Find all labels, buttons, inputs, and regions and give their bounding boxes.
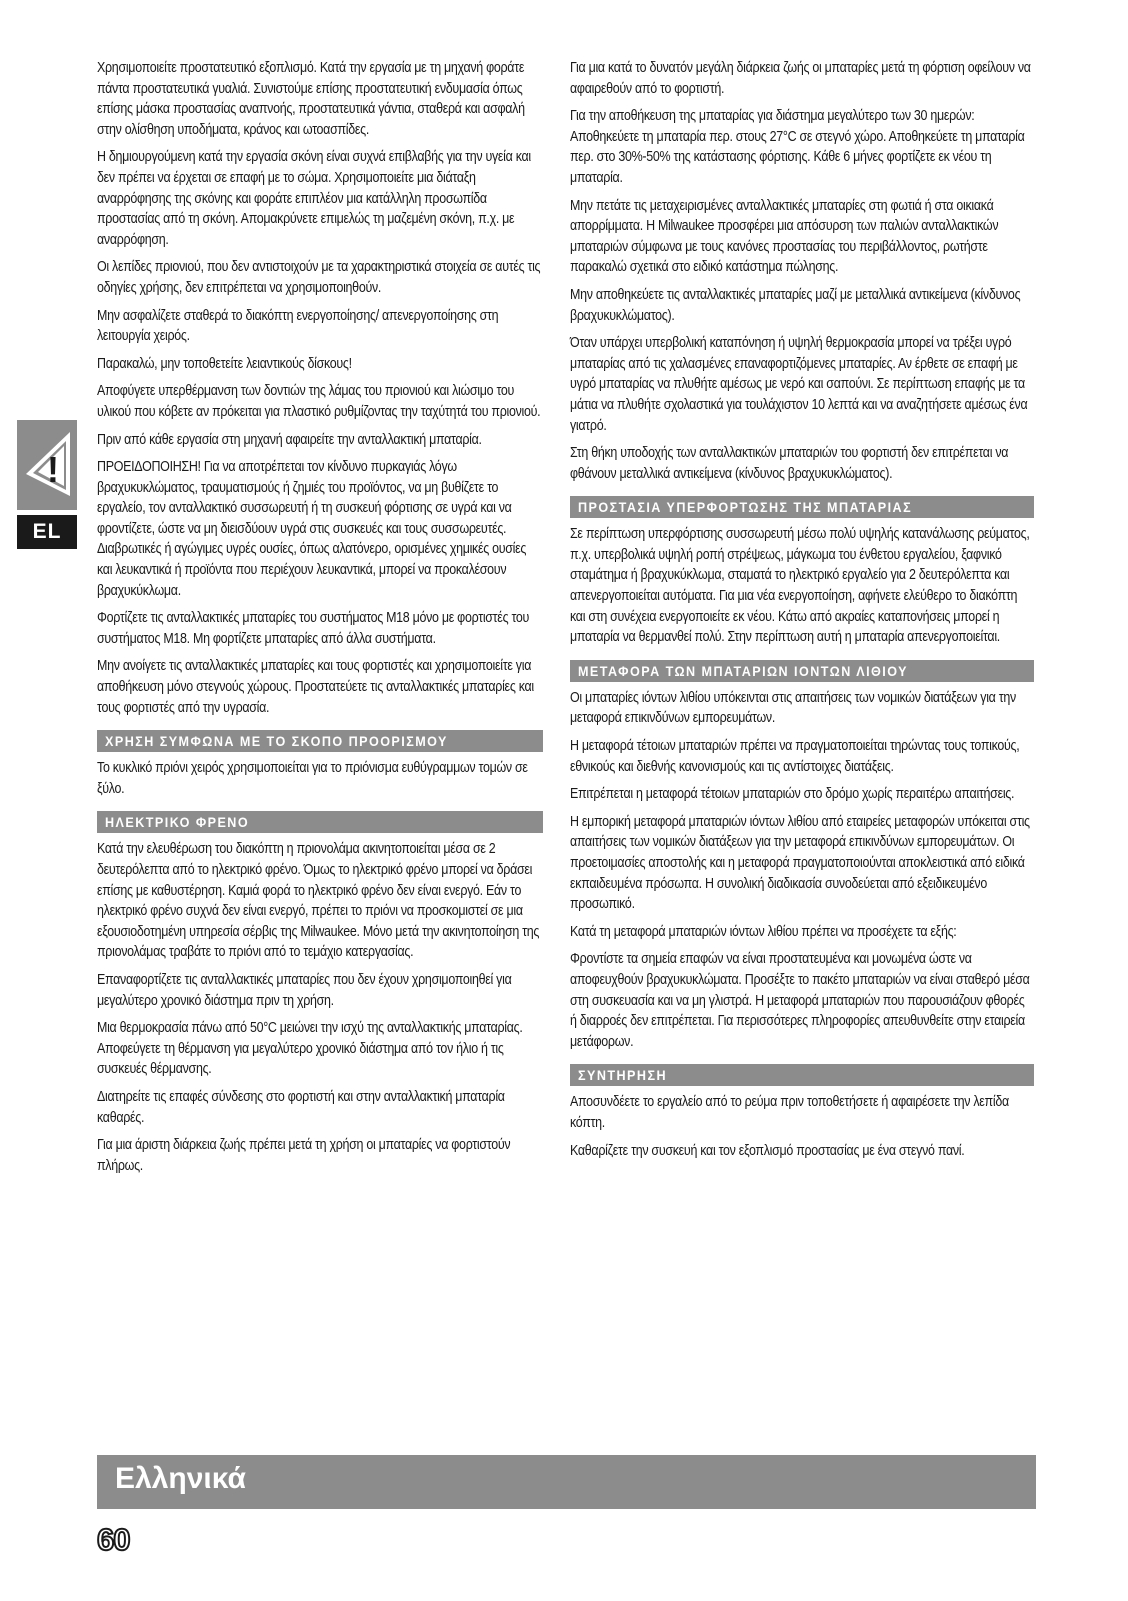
language-code-badge: EL (17, 515, 77, 549)
section-heading-electric-brake: ΗΛΕΚΤΡΙΚΟ ΦΡΕΝΟ (97, 811, 543, 833)
paragraph: Επαναφορτίζετε τις ανταλλακτικές μπαταρίες που δεν έχουν χρησιμοποιηθεί για μεγαλύτερο χρονικό διάστημα πριν τη χρήση. (97, 971, 512, 1009)
paragraph: Φροντίστε τα σημεία επαφών να είναι προστατευμένα και μονωμένα ώστε να αποφευχθούν βραχυκυκλώματα. Προσέξτε το πακέτο μπαταριών να είναι σταθερό μέσα στη συσκευασία και να μη γλιστρά. Η μεταφορά μπαταριών που παρουσιάζουν φθορές ή διαρροές δεν επιτρέπεται. Για περισσότερες πληροφορίες απευθυνθείτε στην εταιρεία μετάφορων. (570, 951, 1030, 1050)
paragraph: Μην αποθηκεύετε τις ανταλλακτικές μπαταρίες μαζί με μεταλλικά αντικείμενα (κίνδυνος βραχυκυκλώματος). (570, 286, 1021, 324)
paragraph: Για την αποθήκευση της μπαταρίας για διάστημα μεγαλύτερο των 30 ημερών: Αποθηκεύετε τη μπαταρία περ. στους 27°C σε στεγνό χώρο. Αποθηκεύετε τη μπαταρία περ. στο 30%-50% της κατάστασης φόρτισης. Κάθε 6 μήνες φορτίζετε εκ νέου τη μπαταρία. (570, 108, 1025, 186)
paragraph: Αποφύγετε υπερθέρμανση των δοντιών της λάμας του πριονιού και λιώσιμο του υλικού που κόβετε αν πρόκειται για πλαστικό ρυθμίζοντας την ταχύτητά του πριονιού. (97, 383, 541, 420)
svg-text:!: ! (47, 449, 59, 490)
page-number: 60 (97, 1522, 130, 1557)
paragraph: ΠΡΟΕΙΔΟΠΟΙΗΣΗ! Για να αποτρέπεται τον κίνδυνο πυρκαγιάς λόγω βραχυκυκλώματος, τραυματισμούς ή ζημιές του προϊόντος, να μη βυθίζετε το εργαλείο, τον ανταλλακτικό συσσωρευτή ή τη συσκευή φόρτισης σε υγρά και να φροντίζετε, ώστε να μη διεισδύουν υγρά στις συσκευές και τους συσσωρευτές. Διαβρωτικές ή αγώγιμες υγρές ουσίες, όπως αλατόνερο, ορισμένες χημικές ουσίες και λευκαντικά ή προϊόντα που περιέχουν λευκαντικά, μπορεί να προκαλέσουν βραχυκύκλωμα. (97, 459, 527, 599)
paragraph: Αποσυνδέετε το εργαλείο από το ρεύμα πριν τοποθετήσετε ή αφαιρέσετε την λεπίδα κόπτη. (570, 1094, 1009, 1131)
right-column (570, 58, 1034, 1168)
paragraph: Οι μπαταρίες ιόντων λιθίου υπόκεινται στις απαιτήσεις των νομικών διατάξεων για την μεταφορά επικινδύνων εμπορευμάτων. (570, 689, 1016, 727)
paragraph: Μην ασφαλίζετε σταθερά το διακόπτη ενεργοποίησης/ απενεργοποίησης στη λειτουργία χειρός. (97, 307, 499, 345)
section-heading-maintenance: ΣΥΝΤΗΡΗΣΗ (570, 1064, 1034, 1086)
paragraph: Παρακαλώ, μην τοποθετείτε λειαντικούς δίσκους! (97, 355, 352, 372)
footer-language-bar (97, 1455, 1036, 1509)
section-heading-battery-transport: ΜΕΤΑΦΟΡΑ ΤΩΝ ΜΠΑΤΑΡΙΩΝ ΙΟΝΤΩΝ ΛΙΘΙΟΥ (570, 660, 1034, 682)
paragraph: Όταν υπάρχει υπερβολική καταπόνηση ή υψηλή θερμοκρασία μπορεί να τρέξει υγρό μπαταρίας από τις χαλασμένες επαναφορτιζόμενες μπαταρίες. Αν έρθετε σε επαφή με υγρό μπαταρίας να πλυθήτε αμέσως με νερό και σαπούνι. Σε περίπτωση επαφής με τα μάτια να πλυθήτε σχολαστικά για τουλάχιστον 10 λεπτά και να αναζητήσετε αμέσως ένα γιατρό. (570, 335, 1028, 434)
paragraph: Κατά την ελευθέρωση του διακόπτη η πριονολάμα ακινητοποιείται μέσα σε 2 δευτερόλεπτα από το ηλεκτρικό φρένο. Όμως το ηλεκτρικό φρένο μπορεί να δράσει επίσης με καθυστέρηση. Καμιά φορά το ηλεκτρικό φρένο δεν είναι ενεργό. Εάν το ηλεκτρικό φρένο συχνά δεν είναι ενεργό, πρέπει το πριόνι να προσκομιστεί σε μια εξουσιοδοτημένη υπηρεσία σέρβις της Milwaukee. Μόνο μετά την ακινητοποίηση της πριονολάμας τραβάτε το πριόνι από το τεμάχιο κατεργασίας. (97, 841, 540, 961)
paragraph: Διατηρείτε τις επαφές σύνδεσης στο φορτιστή και στην ανταλλακτική μπαταρία καθαρές. (97, 1088, 505, 1126)
paragraph: Το κυκλικό πριόνι χειρός χρησιμοποιείται για το πριόνισμα ευθύγραμμων τομών σε ξύλο. (97, 760, 528, 797)
paragraph: Οι λεπίδες πριονιού, που δεν αντιστοιχούν με τα χαρακτηριστικά στοιχεία σε αυτές τις οδηγίες χρήσης, δεν επιτρέπεται να χρησιμοποιηθούν. (97, 259, 541, 296)
paragraph: Επιτρέπεται η μεταφορά τέτοιων μπαταριών στο δρόμο χωρίς περαιτέρω απαιτήσεις. (570, 786, 1015, 803)
paragraph: Στη θήκη υποδοχής των ανταλλακτικών μπαταριών του φορτιστή δεν επιτρέπεται να φθάνουν μεταλλικά αντικείμενα (κίνδυνος βραχυκυκλώματος). (570, 445, 1009, 482)
paragraph: Η εμπορική μεταφορά μπαταριών ιόντων λιθίου από εταιρείες μεταφορών υπόκειται στις απαιτήσεις των νομικών διατάξεων για την μεταφορά επικινδύνων εμπορευμάτων. Οι προετοιμασίες αποστολής και η μεταφορά πραγματοποιούνται αποκλειστικά από ειδικά εκπαιδευμένα πρόσωπα. Η συνολική διαδικασία συνοδεύεται από εξειδικευμένο προσωπικό. (570, 813, 1030, 913)
paragraph: Μην ανοίγετε τις ανταλλακτικές μπαταρίες και τους φορτιστές και χρησιμοποιείτε για αποθήκευση μόνο στεγνούς χώρους. Προστατεύετε τις ανταλλακτικές μπαταρίες και τους φορτιστές από την υγρασία. (97, 658, 534, 716)
section-heading-intended-use: ΧΡΗΣΗ ΣΥΜΦΩΝΑ ΜΕ ΤΟ ΣΚΟΠΟ ΠΡΟΟΡΙΣΜΟΥ (97, 730, 543, 752)
paragraph: Η μεταφορά τέτοιων μπαταριών πρέπει να πραγματοποιείται τηρώντας τους τοπικούς, εθνικούς και διεθνής κανονισμούς και τις αντίστοιχες διατάξεις. (570, 738, 1020, 775)
warning-box (17, 420, 77, 510)
paragraph: Μια θερμοκρασία πάνω από 50°C μειώνει την ισχύ της ανταλλακτικής μπαταρίας. Αποφεύγετε τη θέρμανση για μεγαλύτερο χρονικό διάστημα από τον ήλιο ή τις συσκευές θέρμανσης. (97, 1020, 523, 1078)
paragraph: Χρησιμοποιείτε προστατευτικό εξοπλισμό. Κατά την εργασία με τη μηχανή φοράτε πάντα προστατευτικά γυαλιά. Συνιστούμε επίσης προστατευτική ενδυμασία όπως επίσης μάσκα προστασίας αναπνοής, προστατευτικά γάντια, σταθερά και ασφαλή στην ολίσθηση υποδήματα, κράνος και ωτοασπίδες. (97, 60, 525, 138)
language-title: Ελληνικά (115, 1462, 246, 1495)
section-heading-overload-protection: ΠΡΟΣΤΑΣΙΑ ΥΠΕΡΦΟΡΤΩΣΗΣ ΤΗΣ ΜΠΑΤΑΡΙΑΣ (570, 496, 1034, 518)
paragraph: Για μια άριστη διάρκεια ζωής πρέπει μετά τη χρήση οι μπαταρίες να φορτιστούν πλήρως. (97, 1137, 511, 1174)
paragraph: Καθαρίζετε την συσκευή και τον εξοπλισμό προστασίας με ένα στεγνό πανί. (570, 1142, 965, 1159)
paragraph: Μην πετάτε τις μεταχειρισμένες ανταλλακτικές μπαταρίες στη φωτιά ή στα οικιακά απορρίμματα. Η Milwaukee προσφέρει μια απόσυρση των παλιών ανταλλακτικών μπαταριών σύμφωνα με τους κανόνες προστασίας του περιβάλλοντος, ρωτήστε παρακαλώ σχετικά στο ειδικό κατάστημα πώλησης. (570, 197, 999, 276)
paragraph: Για μια κατά το δυνατόν μεγάλη διάρκεια ζωής οι μπαταρίες μετά τη φόρτιση οφείλουν να αφαιρεθούν από το φορτιστή. (570, 60, 1031, 97)
paragraph: Η δημιουργούμενη κατά την εργασία σκόνη είναι συχνά επιβλαβής για την υγεία και δεν πρέπει να έρχεται σε επαφή με το σώμα. Χρησιμοποιείτε μια διάταξη αναρρόφησης της σκόνης και φοράτε επιπλέον μια κατάλληλη προσωπίδα προστασίας από τη σκόνη. Απομακρύνετε επιμελώς τη μαζεμένη σκόνη, π.χ. με αναρρόφηση. (97, 149, 531, 248)
paragraph: Σε περίπτωση υπερφόρτισης συσσωρευτή μέσω πολύ υψηλής κατανάλωσης ρεύματος, π.χ. υπερβολικά υψηλή ροπή στρέψεως, μάγκωμα του ένθετου εργαλείου, ξαφνικό σταμάτημα ή βραχυκύκλωμα, σταματά το ηλεκτρικό εργαλείο για 2 δευτερόλεπτα και απενεργοποιείται αυτόματα. Για μια νέα ενεργοποίηση, αφήνετε ελεύθερο το διακόπτη και στη συνέχεια ενεργοποιείτε εκ νέου. Κάτω από ακραίες καταπονήσεις μπορεί η μπαταρία να θερμανθεί πολύ. Στην περίπτωση αυτή η μπαταρία απενεργοποιείται. (570, 526, 1030, 646)
paragraph: Πριν από κάθε εργασία στη μηχανή αφαιρείτε την ανταλλακτική μπαταρία. (97, 431, 482, 448)
left-column (97, 58, 543, 1183)
paragraph: Κατά τη μεταφορά μπαταριών ιόντων λιθίου πρέπει να προσέχετε τα εξής: (570, 923, 957, 940)
paragraph: Φορτίζετε τις ανταλλακτικές μπαταρίες του συστήματος M18 μόνο με φορτιστές του συστήματος M18. Μη φορτίζετε μπαταρίες από άλλα συστήματα. (97, 610, 530, 647)
warning-triangle-icon (20, 430, 74, 502)
